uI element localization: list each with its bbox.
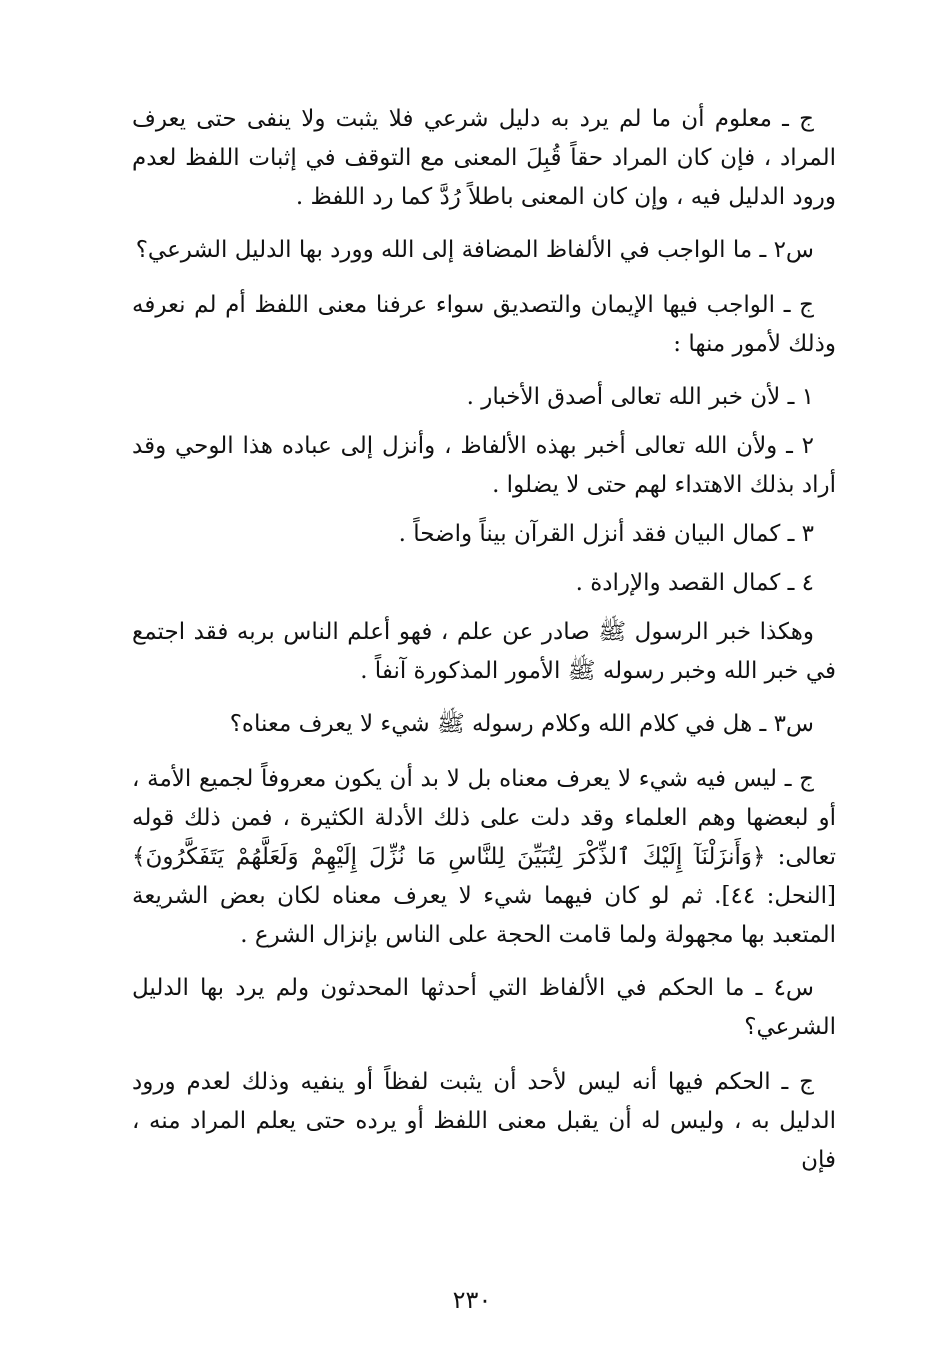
page-number: ٢٣٠ xyxy=(452,1286,492,1314)
reason-1-item: ١ ـ لأن خبر الله تعالى أصدق الأخبار . xyxy=(466,384,814,410)
answer-paragraph: ج ـ معلوم أن ما لم يرد به دليل شرعي فلا يثبت ولا ينفى حتى يعرف المراد ، فإن كان المراد حقاً قُبِلَ المعنى مع التوقف في إثبات اللفظ لعدم ورود الدليل فيه ، وإن كان المعنى باطلاً رُدَّ كما رد اللفظ . xyxy=(132,106,836,210)
reason-3-item: ٣ ـ كمال البيان فقد أنزل القرآن بيناً واضحاً . xyxy=(398,521,814,547)
question-4-heading: س٤ ـ ما الحكم في الألفاظ التي أحدثها المحدثون ولم يرد بها الدليل الشرعي؟ xyxy=(132,975,836,1040)
answer-4-paragraph: ج ـ الحكم فيها أنه ليس لأحد أن يثبت لفظاً أو ينفيه وذلك لعدم ورود الدليل به ، وليس له أن يقبل معنى اللفظ أو يرده حتى يعلم المراد منه ، فإن xyxy=(132,1069,836,1173)
reason-2-item: ٢ ـ ولأن الله تعالى أخبر بهذه الألفاظ ، وأنزل إلى عباده هذا الوحي وقد أراد بذلك الاهتداء لهم حتى لا يضلوا . xyxy=(132,433,836,498)
reason-4-item: ٤ ـ كمال القصد والإرادة . xyxy=(575,570,814,596)
answer-2-paragraph: ج ـ الواجب فيها الإيمان والتصديق سواء عرفنا معنى اللفظ أم لم نعرفه وذلك لأمور منها : xyxy=(132,292,836,357)
answer-3-paragraph: ج ـ ليس فيه شيء لا يعرف معناه بل لا بد أن يكون معروفاً لجميع الأمة ، أو لبعضها وهم العلماء وقد دلت على ذلك الأدلة الكثيرة ، فمن ذلك قوله تعالى: ﴿وَأَنزَلْنَآ إِلَيْكَ ٱلذِّكْرَ لِتُبَيِّنَ لِلنَّاسِ مَا نُزِّلَ إِلَيْهِمْ وَلَعَلَّهُمْ يَتَفَكَّرُونَ﴾ [النحل: ٤٤]. ثم لو كان فيهما شيء لا يعرف معناه لكان بعض الشريعة المتعبد بها مجهولة ولما قامت الحجة على الناس بإنزال الشرع . xyxy=(132,766,836,948)
question-3-heading: س٣ ـ هل في كلام الله وكلام رسوله ﷺ شيء لا يعرف معناه؟ xyxy=(229,711,814,737)
question-2-heading: س٢ ـ ما الواجب في الألفاظ المضافة إلى الله وورد بها الدليل الشرعي؟ xyxy=(135,237,814,263)
note-paragraph: وهكذا خبر الرسول ﷺ صادر عن علم ، فهو أعلم الناس بربه فقد اجتمع في خبر الله وخبر رسوله ﷺ الأمور المذكورة آنفاً . xyxy=(132,619,836,684)
page-body xyxy=(132,100,836,1300)
